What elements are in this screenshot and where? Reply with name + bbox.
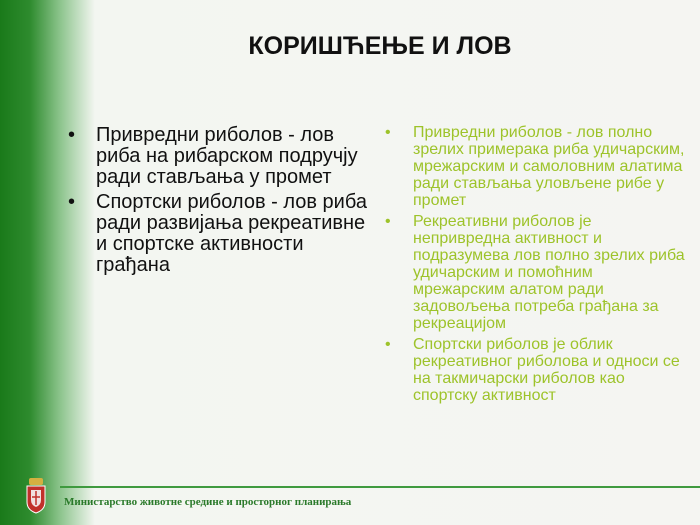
bullet-item: • Привредни риболов - лов полно зрелих примерака риба удичарским, мрежарским и самоловним алатима ради стављања уловљене рибе у промет [385,124,685,209]
bullet-item: • Спортски риболов је облик рекреативног риболова и односи се на такмичарски риболов као спортску активност [385,336,685,404]
right-bullet-list [385,124,685,408]
footer-ministry-name: Министарство животне средине и просторног планирања [64,496,352,508]
left-bullet-list [68,125,368,280]
bullet-item: • Привредни риболов - лов риба на рибарском подручју ради стављања у промет [68,125,368,188]
bullet-item: • Рекреативни риболов је непривредна активност и подразумева лов полно зрелих риба удичарским и помоћним мрежарским алатом ради задовољења потреба грађана за рекреацијом [385,213,685,332]
slide-title: КОРИШЋЕЊЕ И ЛОВ [248,32,512,60]
bullet-item: • Спортски риболов - лов риба ради развијања рекреативне и спортске активности грађана [68,192,368,276]
footer-divider [60,486,700,488]
serbian-coat-of-arms-icon [25,478,47,519]
